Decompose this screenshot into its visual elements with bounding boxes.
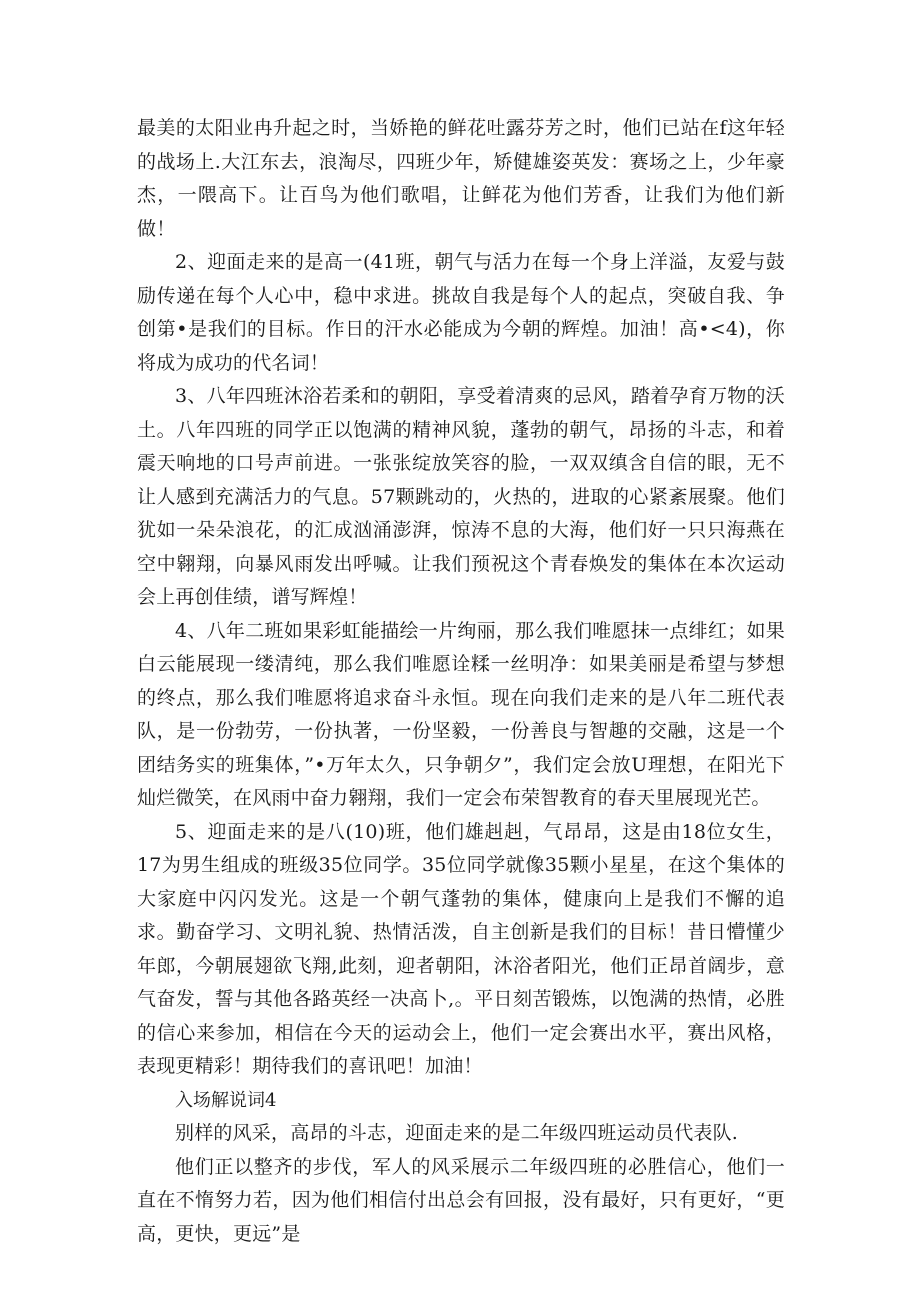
section-heading: 入场解说词4 xyxy=(175,1089,277,1111)
paragraph-section4-2: 他们正以整齐的步伐，军人的风采展示二年级四班的必胜信心，他们一直在不惰努力若，因为他们相信付出总会有回报，没有最好，只有更好，“更高，更快，更远”是 xyxy=(137,1155,785,1245)
paragraph-section4-1: 别样的风采，高昂的斗志，迎面走来的是二年级四班运动员代表队. xyxy=(175,1122,739,1144)
paragraph-item-4: 4、八年二班如果彩虹能描绘一片绚丽，那么我们唯愿抹一点绯红；如果白云能展现一缕清纯，那么我们唯愿诠糅一丝明净：如果美丽是希望与梦想的终点，那么我们唯愿将追求奋斗永恒。现在向我们走来的是八年二班代表队，是一份勃劳，一份执著，一份坚毅，一份善良与智趣的交融，这是一个团结务实的班集体，”•万年太久，只争朝夕”，我们定会放U理想，在阳光下灿烂微笑，在风雨中奋力翱翔，我们一定会布荣智教育的春天里展现光芒。 xyxy=(137,619,785,809)
paragraph-item-2: 2、迎面走来的是高一(41班，朝气与活力在每一个身上洋溢，友爱与鼓励传递在每个人心中，稳中求进。挑故自我是每个人的起点，突破自我、争创第•是我们的目标。作日的汗水必能成为今朝的辉煌。加油！高•<4)，你将成为成功的代名词！ xyxy=(137,251,785,374)
paragraph-item-3: 3、八年四班沐浴若柔和的朝阳，享受着清爽的忌风，踏着孕育万物的沃土。八年四班的同学正以饱满的精神风貌，蓬勃的朝气，昂扬的斗志，和着震天响地的口号声前进。一张张绽放笑容的脸，一双双缜含自信的眼，无不让人感到充满活力的气息。57颗跳动的，火热的，进取的心紧紊展聚。他们犹如一朵朵浪花，的汇成汹涌澎湃，惊涛不息的大海，他们好一只只海燕在空中翱翔，向暴风雨发出呼喊。让我们预祝这个青春焕发的集体在本次运动会上再创佳绩，谱写辉煌！ xyxy=(137,385,785,608)
document-page xyxy=(137,112,785,1251)
paragraph-item-5: 5、迎面走来的是八(10)班，他们雄赳赳，气昂昂，这是由18位女生，17为男生组成的班级35位同学。35位同学就像35颗小星星，在这个集体的大家庭中闪闪发光。这是一个朝气蓬勃的集体，健康向上是我们不懈的追求。勤奋学习、文明礼貌、热情活泼，自主创新是我们的目标！昔日懵懂少年郎，今朝展翅欲飞翔,此刻，迎者朝阳，沐浴者阳光，他们正昂首阔步，意气奋发，誓与其他各路英经一决高卜,。平日刻苦锻炼，以饱满的热情，必胜的信心来参加，相信在今天的运动会上，他们一定会赛出水平，赛出风格，表现更精彩！期待我们的喜讯吧！加油！ xyxy=(137,820,785,1077)
paragraph-intro: 最美的太阳业冉升起之时，当娇艳的鲜花吐露芬芳之时，他们已站在f这年轻的战场上.大江东去，浪淘尽，四班少年，矫健雄姿英发：赛场之上，少年豪杰，一隈高下。让百鸟为他们歌唱，让鲜花为他们芳香，让我们为他们新做！ xyxy=(137,117,785,240)
